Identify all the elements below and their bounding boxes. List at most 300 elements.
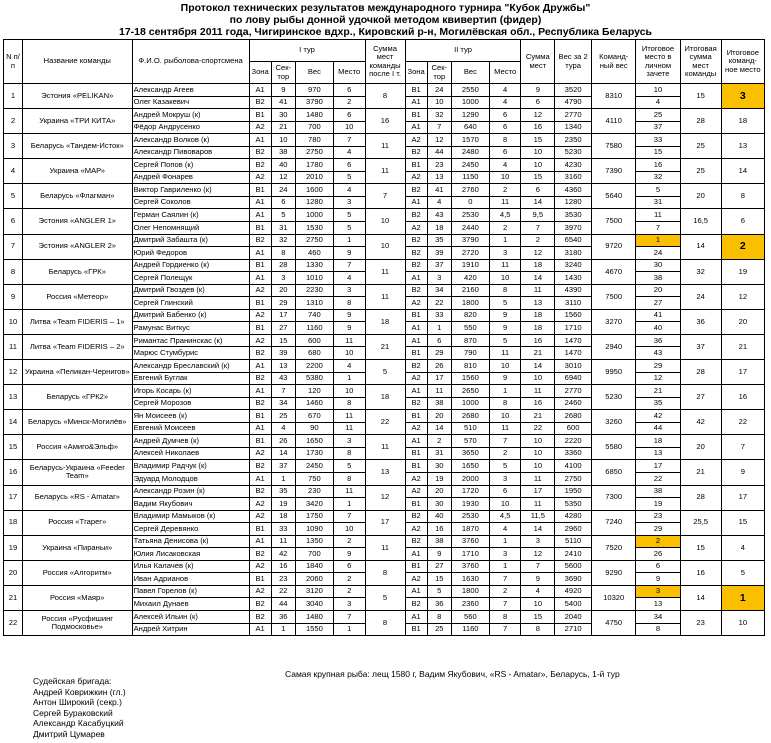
results-table bbox=[3, 39, 765, 636]
tour1-weight: 1330 bbox=[295, 259, 333, 272]
tour2-place: 10 bbox=[489, 498, 521, 511]
team-number: 15 bbox=[4, 435, 23, 460]
athlete-sum-places: 10 bbox=[521, 460, 555, 473]
tour1-place: 3 bbox=[333, 598, 365, 611]
athlete-name: Дмитрий Забашта (к) bbox=[132, 234, 249, 247]
tour2-weight: 1630 bbox=[451, 573, 489, 586]
tour1-zone: A1 bbox=[249, 196, 271, 209]
team-number: 6 bbox=[4, 209, 23, 234]
team-number: 16 bbox=[4, 460, 23, 485]
header-final-team: Итоговое команд-ное место bbox=[721, 40, 764, 84]
tour2-weight: 510 bbox=[451, 422, 489, 435]
team-number: 13 bbox=[4, 385, 23, 410]
tour1-zone: B2 bbox=[249, 548, 271, 561]
tour2-weight: 2450 bbox=[451, 159, 489, 172]
athlete-name: Ян Моисеев (к) bbox=[132, 410, 249, 423]
athlete-weight-2tours: 2960 bbox=[555, 523, 592, 536]
team-weight: 7500 bbox=[592, 209, 636, 234]
final-team-sum: 27 bbox=[680, 385, 721, 410]
final-personal-place: 12 bbox=[636, 372, 680, 385]
tour1-place: 11 bbox=[333, 485, 365, 498]
tour1-place: 1 bbox=[333, 372, 365, 385]
tour1-place: 4 bbox=[333, 360, 365, 373]
table-row bbox=[4, 134, 765, 147]
athlete-weight-2tours: 2350 bbox=[555, 134, 592, 147]
tour1-weight: 750 bbox=[295, 472, 333, 485]
tour2-weight: 3760 bbox=[451, 535, 489, 548]
tour1-weight: 1650 bbox=[295, 435, 333, 448]
tour2-zone: B1 bbox=[405, 347, 427, 360]
team-name: Украина «Пеликан-Чернигов» bbox=[22, 360, 132, 385]
tour2-zone: A1 bbox=[405, 435, 427, 448]
athlete-sum-places: 18 bbox=[521, 309, 555, 322]
tour2-weight: 2360 bbox=[451, 598, 489, 611]
athlete-sum-places: 10 bbox=[521, 372, 555, 385]
athlete-name: Сергей Морозов bbox=[132, 397, 249, 410]
tour2-weight: 0 bbox=[451, 196, 489, 209]
tour2-weight: 2530 bbox=[451, 510, 489, 523]
tour2-place: 4 bbox=[489, 523, 521, 536]
athlete-weight-2tours: 1280 bbox=[555, 196, 592, 209]
tour2-place: 7 bbox=[489, 435, 521, 448]
tour1-weight: 2010 bbox=[295, 171, 333, 184]
tour2-zone: B2 bbox=[405, 247, 427, 260]
tour1-weight: 2230 bbox=[295, 284, 333, 297]
athlete-name: Рамунас Виткус bbox=[132, 322, 249, 335]
tour1-place: 4 bbox=[333, 146, 365, 159]
athlete-name: Павел Горелов (к) bbox=[132, 585, 249, 598]
tour1-sector: 22 bbox=[271, 585, 295, 598]
tour2-weight: 2650 bbox=[451, 385, 489, 398]
athlete-weight-2tours: 1470 bbox=[555, 347, 592, 360]
tour2-weight: 2720 bbox=[451, 247, 489, 260]
tour1-sector: 9 bbox=[271, 84, 295, 97]
tour1-zone: A2 bbox=[249, 510, 271, 523]
tour1-zone: B1 bbox=[249, 523, 271, 536]
final-team-sum: 28 bbox=[680, 109, 721, 134]
tour1-weight: 1780 bbox=[295, 159, 333, 172]
title-line-3: 17-18 сентября 2011 года, Чигиринское вдхр., Кировский р-н, Могилёвская обл., Республика Беларусь bbox=[118, 26, 653, 38]
final-personal-place: 21 bbox=[636, 385, 680, 398]
athlete-name: Вадим Якубович bbox=[132, 498, 249, 511]
final-team-place: 1 bbox=[721, 585, 764, 610]
tour2-place: 2 bbox=[489, 184, 521, 197]
tour1-zone: B1 bbox=[249, 109, 271, 122]
tour2-zone: B2 bbox=[405, 284, 427, 297]
table-row bbox=[4, 585, 765, 598]
tour1-zone: A2 bbox=[249, 284, 271, 297]
tour1-place: 5 bbox=[333, 460, 365, 473]
tour2-place: 5 bbox=[489, 334, 521, 347]
tour1-zone: B2 bbox=[249, 610, 271, 623]
team-sum-after-tour1: 11 bbox=[365, 535, 405, 560]
header-athlete: Ф.И.О. рыболова-спортсмена bbox=[132, 40, 249, 84]
final-team-sum: 23 bbox=[680, 610, 721, 635]
final-personal-place: 26 bbox=[636, 548, 680, 561]
tour2-weight: 1710 bbox=[451, 548, 489, 561]
athlete-name: Евгений Буглак bbox=[132, 372, 249, 385]
team-sum-after-tour1: 11 bbox=[365, 159, 405, 184]
athlete-name: Сергей Попов (к) bbox=[132, 159, 249, 172]
tour2-zone: B1 bbox=[405, 309, 427, 322]
final-personal-place: 32 bbox=[636, 171, 680, 184]
table-row bbox=[4, 184, 765, 197]
tour2-weight: 640 bbox=[451, 121, 489, 134]
header-zone-2: Зона bbox=[405, 62, 427, 84]
tour1-weight: 2450 bbox=[295, 460, 333, 473]
final-personal-place: 36 bbox=[636, 334, 680, 347]
team-name: Беларусь «Флагман» bbox=[22, 184, 132, 209]
team-name: Беларусь «Минск-Могилёв» bbox=[22, 410, 132, 435]
final-team-place: 15 bbox=[721, 510, 764, 535]
final-team-place: 21 bbox=[721, 334, 764, 359]
tour1-weight: 1460 bbox=[295, 397, 333, 410]
tour1-zone: B2 bbox=[249, 598, 271, 611]
jury-member: Дмитрий Цумарев bbox=[33, 728, 105, 739]
tour2-place: 11 bbox=[489, 259, 521, 272]
tour1-sector: 38 bbox=[271, 146, 295, 159]
tour2-sector: 19 bbox=[427, 472, 451, 485]
tour2-zone: A2 bbox=[405, 297, 427, 310]
final-team-place: 3 bbox=[721, 84, 764, 109]
tour2-place: 1 bbox=[489, 234, 521, 247]
final-team-place: 7 bbox=[721, 435, 764, 460]
final-team-place: 17 bbox=[721, 360, 764, 385]
table-row bbox=[4, 360, 765, 373]
tour2-zone: A1 bbox=[405, 196, 427, 209]
athlete-weight-2tours: 6540 bbox=[555, 234, 592, 247]
team-sum-after-tour1: 18 bbox=[365, 309, 405, 334]
athlete-weight-2tours: 3520 bbox=[555, 84, 592, 97]
tour2-weight: 570 bbox=[451, 435, 489, 448]
tour1-weight: 1840 bbox=[295, 560, 333, 573]
tour1-sector: 25 bbox=[271, 410, 295, 423]
team-number: 22 bbox=[4, 610, 23, 635]
team-sum-after-tour1: 5 bbox=[365, 360, 405, 385]
athlete-sum-places: 11 bbox=[521, 284, 555, 297]
team-weight: 9720 bbox=[592, 234, 636, 259]
tour1-sector: 13 bbox=[271, 360, 295, 373]
tour1-zone: B2 bbox=[249, 96, 271, 109]
tour2-weight: 1160 bbox=[451, 623, 489, 636]
team-weight: 3260 bbox=[592, 410, 636, 435]
athlete-sum-places: 12 bbox=[521, 247, 555, 260]
final-team-sum: 42 bbox=[680, 410, 721, 435]
athlete-weight-2tours: 2750 bbox=[555, 472, 592, 485]
team-sum-after-tour1: 7 bbox=[365, 184, 405, 209]
tour2-weight: 1800 bbox=[451, 585, 489, 598]
table-row bbox=[4, 234, 765, 247]
tour1-place: 6 bbox=[333, 560, 365, 573]
tour2-weight: 2160 bbox=[451, 284, 489, 297]
tour1-place: 10 bbox=[333, 121, 365, 134]
tour2-sector: 37 bbox=[427, 259, 451, 272]
tour1-weight: 1000 bbox=[295, 209, 333, 222]
athlete-name: Виктор Гавриленко (к) bbox=[132, 184, 249, 197]
tour1-place: 9 bbox=[333, 322, 365, 335]
athlete-sum-places: 11 bbox=[521, 385, 555, 398]
team-number: 8 bbox=[4, 259, 23, 284]
tour1-place: 8 bbox=[333, 472, 365, 485]
tour1-zone: A2 bbox=[249, 498, 271, 511]
team-sum-after-tour1: 11 bbox=[365, 284, 405, 309]
team-weight: 4110 bbox=[592, 109, 636, 134]
tour1-place: 7 bbox=[333, 259, 365, 272]
athlete-name: Герман Саялин (к) bbox=[132, 209, 249, 222]
tour2-weight: 2000 bbox=[451, 472, 489, 485]
tour2-zone: B2 bbox=[405, 259, 427, 272]
athlete-name: Андрей Гордиенко (к) bbox=[132, 259, 249, 272]
tour2-sector: 36 bbox=[427, 598, 451, 611]
team-sum-after-tour1: 22 bbox=[365, 410, 405, 435]
tour2-sector: 34 bbox=[427, 284, 451, 297]
final-personal-place: 35 bbox=[636, 397, 680, 410]
athlete-weight-2tours: 3970 bbox=[555, 222, 592, 235]
tour1-sector: 43 bbox=[271, 372, 295, 385]
tour2-sector: 23 bbox=[427, 159, 451, 172]
tour2-place: 7 bbox=[489, 623, 521, 636]
tour2-sector: 43 bbox=[427, 209, 451, 222]
final-personal-place: 42 bbox=[636, 410, 680, 423]
tour1-zone: A2 bbox=[249, 447, 271, 460]
athlete-name: Юлия Лисаковская bbox=[132, 548, 249, 561]
tour2-zone: B2 bbox=[405, 360, 427, 373]
athlete-weight-2tours: 5110 bbox=[555, 535, 592, 548]
team-number: 19 bbox=[4, 535, 23, 560]
athlete-name: Михаил Дунаев bbox=[132, 598, 249, 611]
tour1-weight: 1280 bbox=[295, 196, 333, 209]
final-personal-place: 34 bbox=[636, 610, 680, 623]
team-name: Беларусь «ГРК» bbox=[22, 259, 132, 284]
athlete-name: Александр Волков (к) bbox=[132, 134, 249, 147]
tour2-sector: 38 bbox=[427, 535, 451, 548]
final-personal-place: 29 bbox=[636, 360, 680, 373]
tour2-place: 7 bbox=[489, 598, 521, 611]
tour2-place: 8 bbox=[489, 610, 521, 623]
tour1-place: 3 bbox=[333, 284, 365, 297]
athlete-name: Сергей Полещук bbox=[132, 272, 249, 285]
tour2-weight: 2760 bbox=[451, 184, 489, 197]
final-personal-place: 3 bbox=[636, 585, 680, 598]
final-team-sum: 32 bbox=[680, 259, 721, 284]
athlete-weight-2tours: 2040 bbox=[555, 610, 592, 623]
athlete-weight-2tours: 1430 bbox=[555, 272, 592, 285]
athlete-weight-2tours: 1950 bbox=[555, 485, 592, 498]
athlete-name: Олег Казакевич bbox=[132, 96, 249, 109]
table-row bbox=[4, 309, 765, 322]
athlete-sum-places: 17 bbox=[521, 485, 555, 498]
team-number: 11 bbox=[4, 334, 23, 359]
athlete-sum-places: 14 bbox=[521, 360, 555, 373]
team-sum-after-tour1: 13 bbox=[365, 460, 405, 485]
tour2-sector: 5 bbox=[427, 585, 451, 598]
table-row bbox=[4, 460, 765, 473]
team-number: 21 bbox=[4, 585, 23, 610]
athlete-weight-2tours: 3690 bbox=[555, 573, 592, 586]
tour1-place: 6 bbox=[333, 109, 365, 122]
final-team-sum: 21 bbox=[680, 460, 721, 485]
tour1-sector: 44 bbox=[271, 598, 295, 611]
athlete-sum-places: 18 bbox=[521, 322, 555, 335]
tour1-zone: B2 bbox=[249, 234, 271, 247]
final-team-sum: 14 bbox=[680, 585, 721, 610]
final-team-place: 22 bbox=[721, 410, 764, 435]
tour2-place: 5 bbox=[489, 460, 521, 473]
athlete-name: Александр Агеев bbox=[132, 84, 249, 97]
tour2-zone: A2 bbox=[405, 523, 427, 536]
tour2-zone: A2 bbox=[405, 372, 427, 385]
final-team-place: 17 bbox=[721, 485, 764, 510]
tour2-place: 6 bbox=[489, 485, 521, 498]
team-sum-after-tour1: 11 bbox=[365, 435, 405, 460]
athlete-name: Игорь Косарь (к) bbox=[132, 385, 249, 398]
tour1-zone: A1 bbox=[249, 84, 271, 97]
tour1-weight: 700 bbox=[295, 121, 333, 134]
team-weight: 8310 bbox=[592, 84, 636, 109]
tour2-weight: 1910 bbox=[451, 259, 489, 272]
tour1-zone: A1 bbox=[249, 247, 271, 260]
tour1-place: 11 bbox=[333, 422, 365, 435]
final-personal-place: 27 bbox=[636, 297, 680, 310]
tour2-zone: A2 bbox=[405, 134, 427, 147]
tour2-place: 10 bbox=[489, 272, 521, 285]
final-team-sum: 28 bbox=[680, 485, 721, 510]
tour1-sector: 40 bbox=[271, 159, 295, 172]
athlete-name: Сергей Деревянко bbox=[132, 523, 249, 536]
final-team-sum: 20 bbox=[680, 435, 721, 460]
tour1-sector: 14 bbox=[271, 447, 295, 460]
final-personal-place: 20 bbox=[636, 284, 680, 297]
athlete-weight-2tours: 6940 bbox=[555, 372, 592, 385]
header-weight-2tours: Вес за 2 тура bbox=[555, 40, 592, 84]
team-weight: 9290 bbox=[592, 560, 636, 585]
athlete-name: Александр Бреславский (к) bbox=[132, 360, 249, 373]
tour2-sector: 17 bbox=[427, 372, 451, 385]
tour1-place: 11 bbox=[333, 410, 365, 423]
tour2-zone: B2 bbox=[405, 184, 427, 197]
final-team-place: 10 bbox=[721, 610, 764, 635]
table-row bbox=[4, 560, 765, 573]
tour2-sector: 8 bbox=[427, 610, 451, 623]
tour1-zone: B1 bbox=[249, 435, 271, 448]
athlete-sum-places: 15 bbox=[521, 171, 555, 184]
jury-title: Судейская бригада: bbox=[33, 676, 112, 686]
athlete-sum-places: 14 bbox=[521, 196, 555, 209]
final-team-place: 18 bbox=[721, 109, 764, 134]
team-sum-after-tour1: 8 bbox=[365, 560, 405, 585]
tour1-zone: A2 bbox=[249, 121, 271, 134]
tour1-place: 9 bbox=[333, 247, 365, 260]
tour2-sector: 10 bbox=[427, 96, 451, 109]
athlete-sum-places: 11 bbox=[521, 498, 555, 511]
tour2-sector: 29 bbox=[427, 347, 451, 360]
tour1-place: 8 bbox=[333, 297, 365, 310]
table-row bbox=[4, 209, 765, 222]
athlete-name: Андрей Думчев (к) bbox=[132, 435, 249, 448]
final-team-sum: 25 bbox=[680, 159, 721, 184]
athlete-weight-2tours: 5350 bbox=[555, 498, 592, 511]
athlete-weight-2tours: 2220 bbox=[555, 435, 592, 448]
tour2-sector: 16 bbox=[427, 523, 451, 536]
tour2-weight: 1150 bbox=[451, 171, 489, 184]
athlete-weight-2tours: 3360 bbox=[555, 447, 592, 460]
athlete-weight-2tours: 4390 bbox=[555, 284, 592, 297]
team-weight: 7580 bbox=[592, 134, 636, 159]
athlete-sum-places: 16 bbox=[521, 397, 555, 410]
tour1-weight: 1310 bbox=[295, 297, 333, 310]
tour1-sector: 24 bbox=[271, 184, 295, 197]
tour1-sector: 4 bbox=[271, 422, 295, 435]
tour2-zone: A2 bbox=[405, 422, 427, 435]
table-row bbox=[4, 334, 765, 347]
athlete-weight-2tours: 3530 bbox=[555, 209, 592, 222]
tour2-sector: 39 bbox=[427, 247, 451, 260]
athlete-name: Александр Розин (к) bbox=[132, 485, 249, 498]
tour1-weight: 3120 bbox=[295, 585, 333, 598]
athlete-sum-places: 21 bbox=[521, 347, 555, 360]
header-weight-2: Вес bbox=[451, 62, 489, 84]
team-name: Беларусь-Украина «Feeder Team» bbox=[22, 460, 132, 485]
tour1-zone: A1 bbox=[249, 472, 271, 485]
tour1-place: 5 bbox=[333, 222, 365, 235]
title-line-2: по лову рыбы донной удочкой методом квивертип (фидер) bbox=[229, 14, 542, 26]
athlete-name: Евгений Моисеев bbox=[132, 422, 249, 435]
athlete-weight-2tours: 2770 bbox=[555, 385, 592, 398]
team-number: 5 bbox=[4, 184, 23, 209]
tour2-zone: B1 bbox=[405, 560, 427, 573]
tour1-zone: B1 bbox=[249, 259, 271, 272]
athlete-sum-places: 9,5 bbox=[521, 209, 555, 222]
tour1-place: 9 bbox=[333, 309, 365, 322]
tour2-sector: 13 bbox=[427, 171, 451, 184]
team-name: Украина «ТРИ КИТА» bbox=[22, 109, 132, 134]
athlete-name: Иван Адрианов bbox=[132, 573, 249, 586]
tour1-weight: 700 bbox=[295, 548, 333, 561]
table-row bbox=[4, 109, 765, 122]
tour1-place: 8 bbox=[333, 447, 365, 460]
tour2-place: 1 bbox=[489, 535, 521, 548]
tour2-sector: 22 bbox=[427, 297, 451, 310]
final-personal-place: 19 bbox=[636, 498, 680, 511]
final-team-sum: 25 bbox=[680, 134, 721, 159]
athlete-weight-2tours: 1710 bbox=[555, 322, 592, 335]
jury-member: Александр Касабуцкий bbox=[33, 718, 124, 729]
final-personal-place: 13 bbox=[636, 598, 680, 611]
athlete-name: Андрей Мокруш (к) bbox=[132, 109, 249, 122]
tour2-place: 2 bbox=[489, 447, 521, 460]
tour1-zone: B1 bbox=[249, 573, 271, 586]
athlete-weight-2tours: 1560 bbox=[555, 309, 592, 322]
tour2-sector: 7 bbox=[427, 121, 451, 134]
table-row bbox=[4, 610, 765, 623]
athlete-sum-places: 11,5 bbox=[521, 510, 555, 523]
tour1-sector: 8 bbox=[271, 247, 295, 260]
team-weight: 5640 bbox=[592, 184, 636, 209]
tour1-weight: 1550 bbox=[295, 623, 333, 636]
tour2-zone: B1 bbox=[405, 498, 427, 511]
tour1-zone: B2 bbox=[249, 347, 271, 360]
tour2-weight: 790 bbox=[451, 347, 489, 360]
tour1-place: 10 bbox=[333, 385, 365, 398]
tour1-place: 10 bbox=[333, 347, 365, 360]
tour1-sector: 12 bbox=[271, 171, 295, 184]
tour1-zone: B1 bbox=[249, 297, 271, 310]
athlete-sum-places: 10 bbox=[521, 146, 555, 159]
tour2-place: 1 bbox=[489, 385, 521, 398]
tour2-place: 9 bbox=[489, 309, 521, 322]
final-team-sum: 24 bbox=[680, 284, 721, 309]
athlete-sum-places: 14 bbox=[521, 272, 555, 285]
